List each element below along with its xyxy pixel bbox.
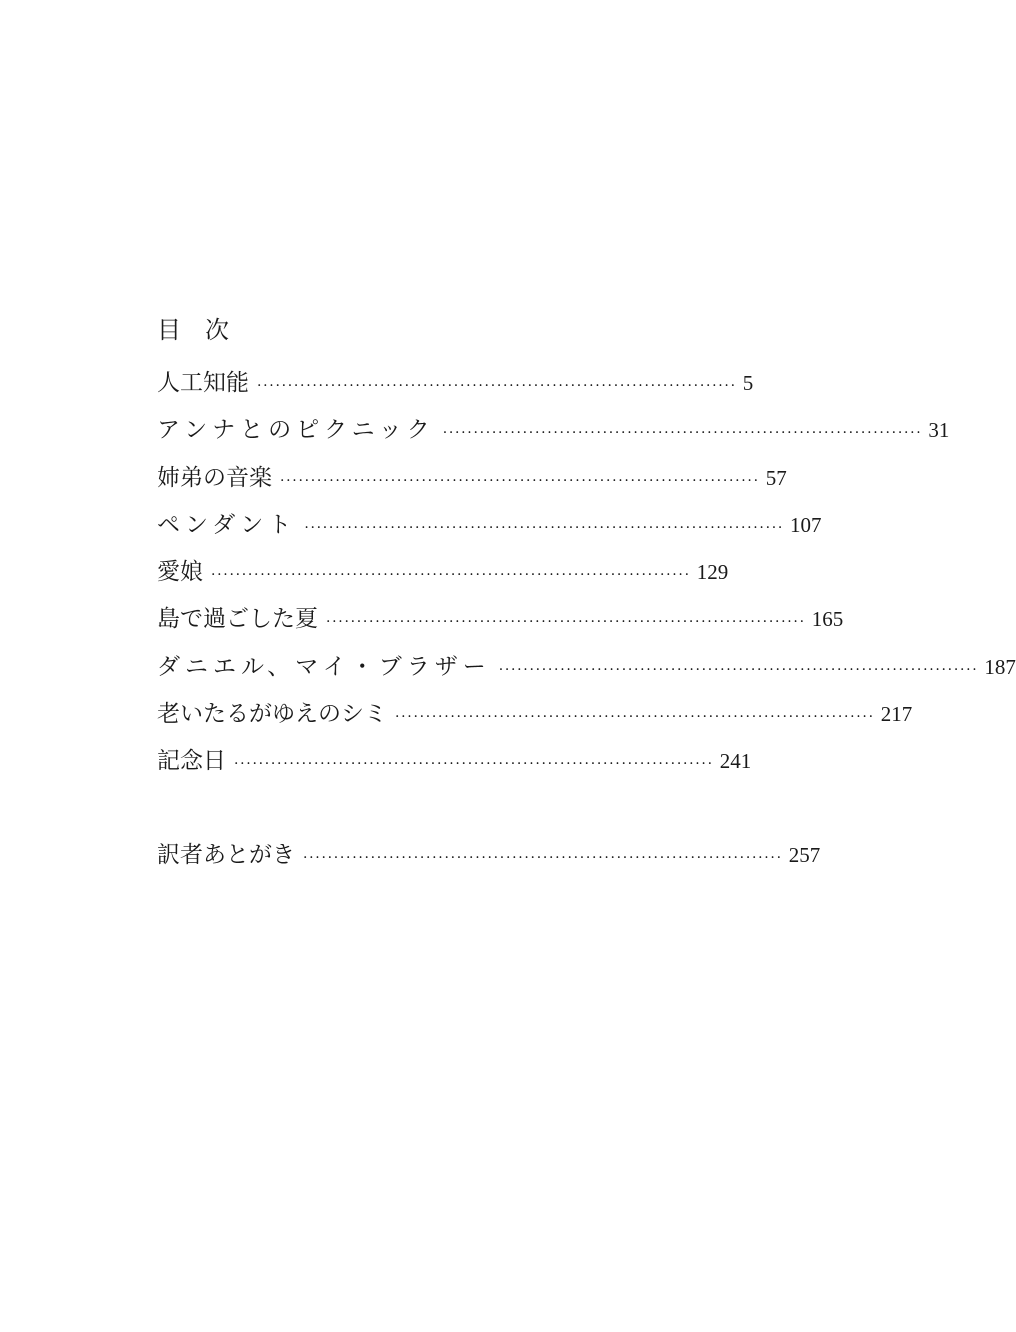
- toc-entry-page: 129: [696, 560, 729, 585]
- dot-leader: ··············································································: [442, 425, 923, 442]
- toc-entry[interactable]: [157, 502, 822, 549]
- toc-entry[interactable]: [157, 407, 950, 454]
- toc-entry-title: 姉弟の音楽: [157, 464, 272, 491]
- toc-entry-title: ペンダント: [157, 511, 297, 538]
- toc-entry[interactable]: [157, 738, 752, 785]
- dot-leader: ··············································································: [280, 472, 760, 489]
- dot-leader: ··············································································: [326, 614, 806, 631]
- toc-entry-page: 257: [788, 842, 821, 867]
- toc-entry-page: 57: [765, 465, 787, 490]
- toc-entry-list: [157, 360, 1016, 879]
- toc-entry-title: 記念日: [157, 748, 226, 775]
- toc-entry-title: ダニエル、マイ・ブラザー: [157, 653, 491, 680]
- toc-entry-afterword[interactable]: [157, 832, 821, 879]
- toc-entry-page: 107: [790, 512, 822, 537]
- toc-entry[interactable]: [157, 549, 729, 596]
- toc-entry[interactable]: [157, 455, 787, 502]
- toc-entry-title: 島で過ごした夏: [157, 606, 318, 633]
- toc-entry-title: 愛娘: [157, 559, 203, 586]
- toc-entry-page: 217: [880, 702, 913, 727]
- dot-leader: ··············································································: [303, 849, 783, 866]
- dot-leader: ··············································································: [498, 661, 979, 678]
- toc-entry-title: アンナとのピクニック: [157, 417, 435, 444]
- toc-entry[interactable]: [157, 691, 913, 738]
- dot-leader: ··············································································: [211, 567, 691, 584]
- toc-entry[interactable]: [157, 596, 844, 643]
- dot-leader: ··············································································: [304, 519, 785, 536]
- table-of-contents: [157, 312, 1016, 879]
- toc-entry[interactable]: [157, 644, 1016, 691]
- toc-entry-page: 31: [928, 418, 950, 443]
- toc-entry-page: 241: [719, 749, 752, 774]
- toc-entry-title: 人工知能: [157, 370, 249, 396]
- dot-leader: ··············································································: [234, 756, 714, 773]
- toc-entry[interactable]: [157, 360, 754, 407]
- dot-leader: ··············································································: [395, 709, 875, 726]
- toc-entry-page: 165: [811, 607, 844, 632]
- toc-entry-page: 5: [742, 371, 754, 395]
- dot-leader: ··············································································: [257, 378, 737, 394]
- toc-entry-page: 187: [984, 654, 1016, 679]
- toc-entry-title: 訳者あとがき: [157, 841, 295, 868]
- toc-title: 目 次: [157, 316, 229, 344]
- toc-entry-title: 老いたるがゆえのシミ: [157, 701, 387, 728]
